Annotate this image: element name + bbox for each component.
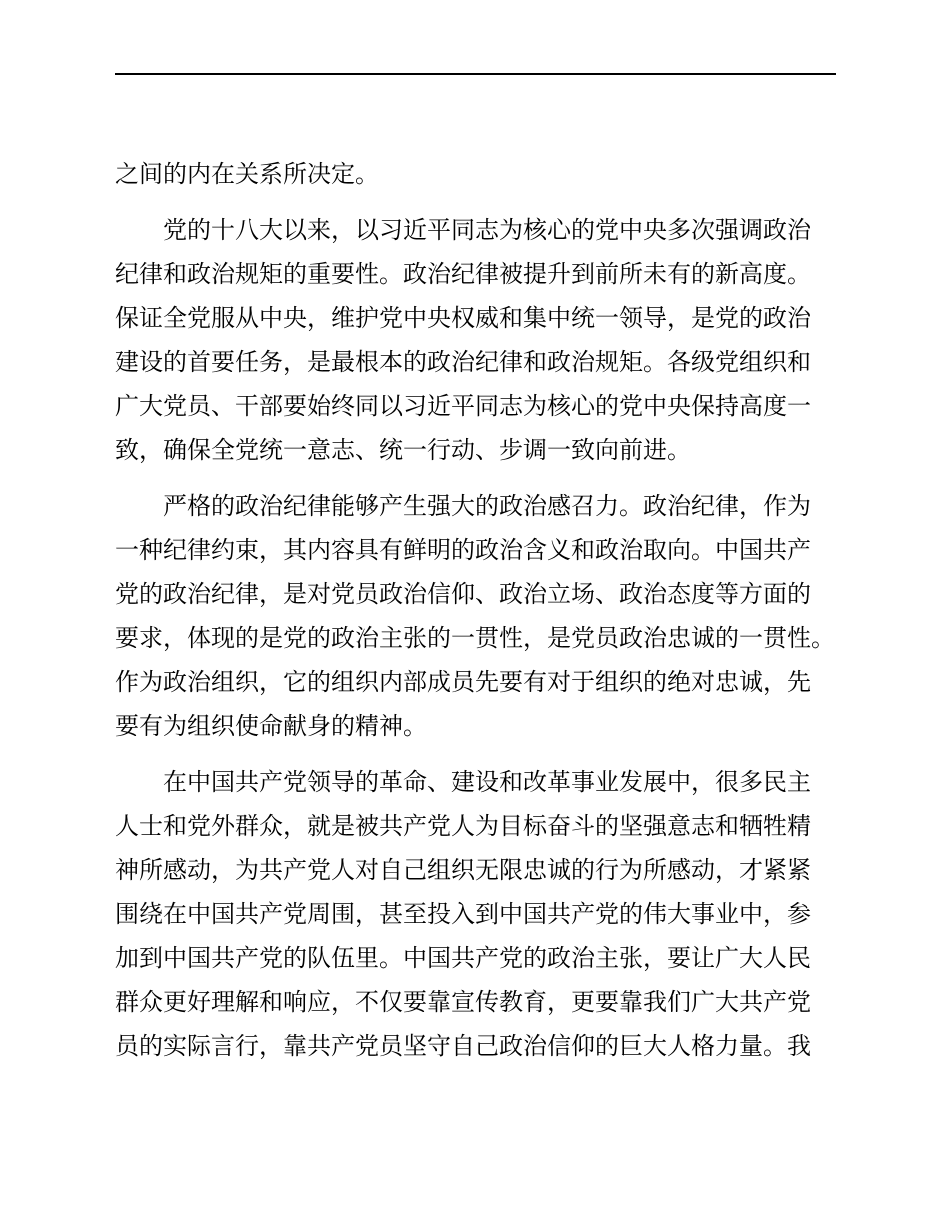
text-line: 员的实际言行，靠共产党员坚守自己政治信仰的巨大人格力量。我 bbox=[115, 1032, 811, 1060]
text-line: 党的十八大以来，以习近平同志为核心的党中央多次强调政治 bbox=[163, 216, 811, 244]
text-line: 严格的政治纪律能够产生强大的政治感召力。政治纪律，作为 bbox=[163, 492, 811, 520]
text-line: 一种纪律约束，其内容具有鲜明的政治含义和政治取向。中国共产 bbox=[115, 536, 811, 564]
text-line: 纪律和政治规矩的重要性。政治纪律被提升到前所未有的新高度。 bbox=[115, 260, 811, 288]
paragraph-gap bbox=[115, 748, 836, 760]
text-line: 广大党员、干部要始终同以习近平同志为核心的党中央保持高度一 bbox=[115, 392, 811, 420]
text-line: 人士和党外群众，就是被共产党人为目标奋斗的坚强意志和牺牲精 bbox=[115, 812, 811, 840]
text-line: 保证全党服从中央，维护党中央权威和集中统一领导，是党的政治 bbox=[115, 304, 811, 332]
text-line: 作为政治组织，它的组织内部成员先要有对于组织的绝对忠诚，先 bbox=[115, 668, 811, 696]
text-line: 建设的首要任务，是最根本的政治纪律和政治规矩。各级党组织和 bbox=[115, 348, 811, 376]
document-body bbox=[115, 152, 836, 1068]
text-line: 神所感动，为共产党人对自己组织无限忠诚的行为所感动，才紧紧 bbox=[115, 856, 811, 884]
paragraph-continuation bbox=[115, 152, 836, 196]
header-rule bbox=[115, 73, 836, 75]
paragraph-appeal bbox=[115, 484, 836, 748]
paragraph-political-discipline bbox=[115, 208, 836, 472]
paragraph-revolution bbox=[115, 760, 836, 1068]
text-line: 致，确保全党统一意志、统一行动、步调一致向前进。 bbox=[115, 436, 691, 464]
text-line: 要有为组织使命献身的精神。 bbox=[115, 712, 427, 740]
text-line: 在中国共产党领导的革命、建设和改革事业发展中，很多民主 bbox=[163, 768, 811, 796]
paragraph-gap bbox=[115, 196, 836, 208]
text-line: 要求，体现的是党的政治主张的一贯性，是党员政治忠诚的一贯性。 bbox=[115, 624, 835, 652]
paragraph-gap bbox=[115, 472, 836, 484]
text-line: 加到中国共产党的队伍里。中国共产党的政治主张，要让广大人民 bbox=[115, 944, 811, 972]
text-line: 群众更好理解和响应，不仅要靠宣传教育，更要靠我们广大共产党 bbox=[115, 988, 811, 1016]
text-line: 之间的内在关系所决定。 bbox=[115, 160, 379, 188]
text-line: 党的政治纪律，是对党员政治信仰、政治立场、政治态度等方面的 bbox=[115, 580, 811, 608]
text-line: 围绕在中国共产党周围，甚至投入到中国共产党的伟大事业中，参 bbox=[115, 900, 811, 928]
